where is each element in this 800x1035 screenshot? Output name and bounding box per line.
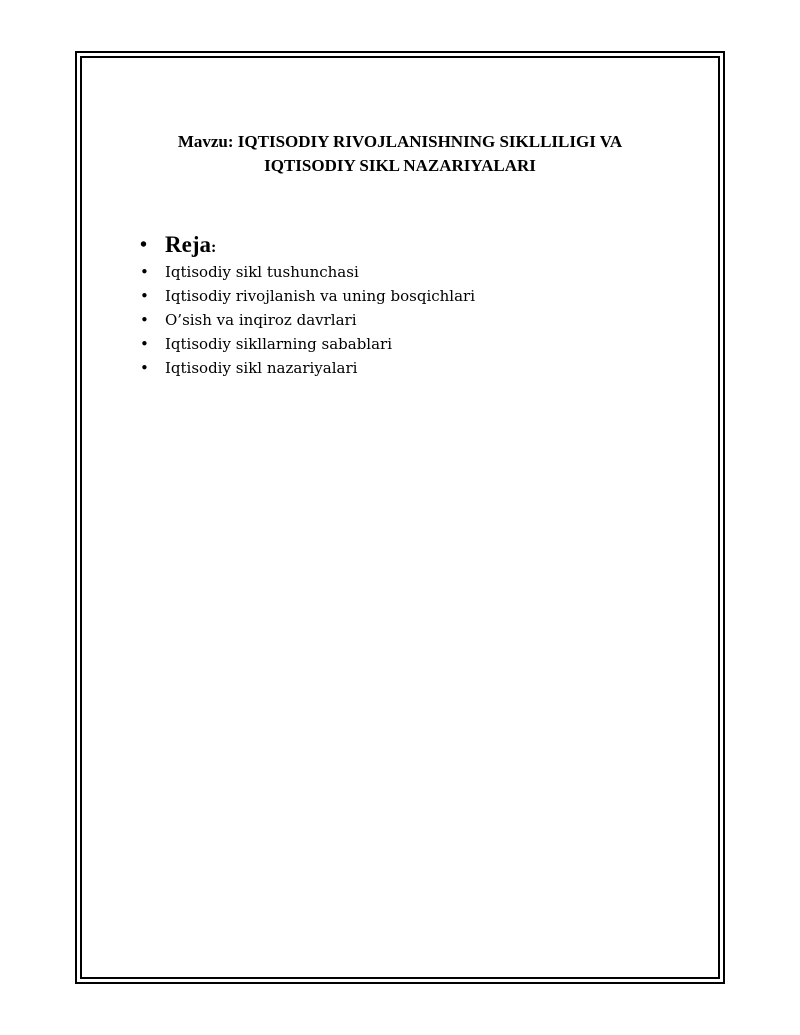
plan-item-text: Iqtisodiy sikl nazariyalari: [165, 359, 358, 377]
plan-heading-label: Reja: [165, 232, 211, 257]
bullet-icon: •: [140, 234, 148, 256]
plan-item-text: Iqtisodiy sikllarning sabablari: [165, 335, 392, 353]
plan-list: [140, 260, 475, 380]
plan-item: [140, 356, 475, 380]
document-title: [100, 130, 700, 178]
plan-heading: [140, 231, 216, 262]
plan-item-text: Iqtisodiy sikl tushunchasi: [165, 263, 359, 281]
bullet-icon: •: [140, 335, 149, 353]
bullet-icon: •: [140, 287, 149, 305]
bullet-icon: •: [140, 263, 149, 281]
plan-item: [140, 260, 475, 284]
title-line-1: Mavzu: IQTISODIY RIVOJLANISHNING SIKLLILIGI VA: [177, 132, 623, 151]
plan-item: [140, 308, 475, 332]
plan-item-text: O’sish va inqiroz davrlari: [165, 311, 357, 329]
plan-item: [140, 284, 475, 308]
plan-heading-colon: :: [210, 239, 217, 256]
bullet-icon: •: [140, 359, 149, 377]
plan-item-text: Iqtisodiy rivojlanish va uning bosqichlari: [165, 287, 476, 305]
bullet-icon: •: [140, 311, 149, 329]
title-line-2: IQTISODIY SIKL NAZARIYALARI: [264, 156, 536, 175]
page-border: [75, 51, 725, 984]
plan-item: [140, 332, 475, 356]
